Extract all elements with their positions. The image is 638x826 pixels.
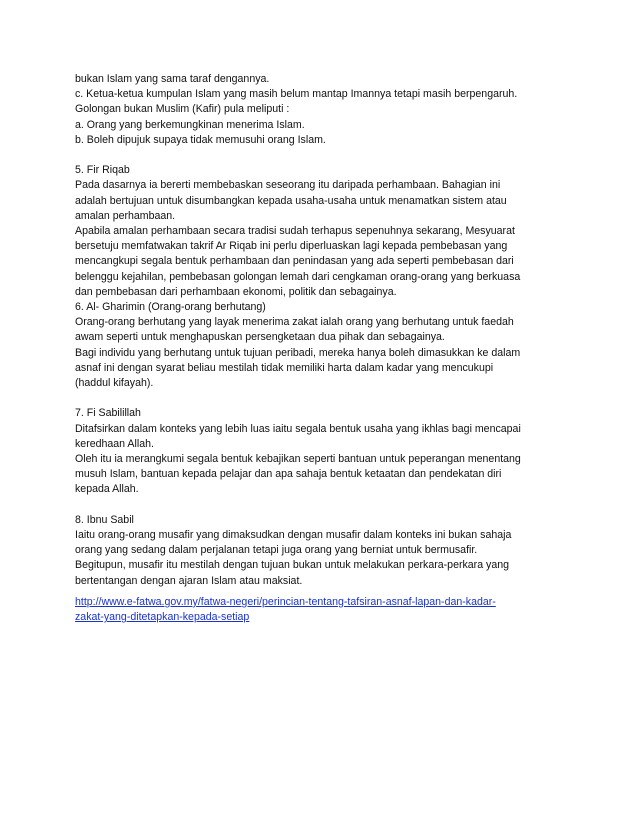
paragraph-gap bbox=[75, 148, 570, 163]
text-line: adalah bertujuan untuk disumbangkan kepada usaha-usaha untuk menamatkan sistem atau bbox=[75, 194, 507, 207]
section-heading: 5. Fir Riqab bbox=[75, 164, 130, 177]
text-line: mencangkupi segala bentuk perhambaan dan penindasan yang ada seperti pembebasan dari bbox=[75, 255, 514, 268]
text-line: Bagi individu yang berhutang untuk tujuan peribadi, mereka hanya boleh dimasukkan ke dalam bbox=[75, 346, 521, 359]
text-line: bertentangan dengan ajaran Islam atau maksiat. bbox=[75, 574, 303, 587]
text-line: bukan Islam yang sama taraf dengannya. bbox=[75, 73, 270, 85]
source-link-line[interactable]: http://www.e-fatwa.gov.my/fatwa-negeri/perincian-tentang-tafsiran-asnaf-lapan-dan-kadar- bbox=[75, 595, 496, 608]
section-al-gharimin bbox=[75, 300, 570, 391]
text-line: bersetuju memfatwakan takrif Ar Riqab ini perlu diperluaskan lagi kepada pembebasan yang bbox=[75, 240, 508, 253]
section-heading: 6. Al- Gharimin (Orang-orang berhutang) bbox=[75, 301, 266, 314]
text-line: asnaf ini dengan syarat beliau mestilah tidak memiliki harta dalam kadar yang mencukupi bbox=[75, 361, 494, 374]
text-line: Begitupun, musafir itu mestilah dengan tujuan bukan untuk melakukan perkara-perkara yang bbox=[75, 559, 510, 572]
document-page bbox=[75, 72, 570, 625]
text-line: Ditafsirkan dalam konteks yang lebih luas iaitu segala bentuk usaha yang ikhlas bagi mencapai bbox=[75, 422, 521, 435]
text-line: keredhaan Allah. bbox=[75, 437, 154, 450]
text-line: Iaitu orang-orang musafir yang dimaksudkan dengan musafir dalam konteks ini bukan sahaja bbox=[75, 529, 512, 542]
text-line: Orang-orang berhutang yang layak menerima zakat ialah orang yang berhutang untuk faedah bbox=[75, 316, 514, 329]
text-line: c. Ketua-ketua kumpulan Islam yang masih belum mantap Imannya tetapi masih berpengaruh. bbox=[75, 88, 518, 101]
text-line: Oleh itu ia merangkumi segala bentuk kebajikan seperti bantuan untuk peperangan menentang bbox=[75, 453, 521, 466]
section-heading: 7. Fi Sabilillah bbox=[75, 407, 141, 420]
text-line: belenggu kejahilan, pembebasan golongan lemah dari cengkaman orang-orang yang berkuasa bbox=[75, 270, 521, 283]
text-line: (haddul kifayah). bbox=[75, 377, 154, 390]
text-line: Golongan bukan Muslim (Kafir) pula meliputi : bbox=[75, 103, 290, 116]
text-line: awam seperti untuk menghapuskan persengketaan dua pihak dan sebagainya. bbox=[75, 331, 445, 344]
text-line: Apabila amalan perhambaan secara tradisi sudah terhapus sepenuhnya sekarang, Mesyuarat bbox=[75, 225, 515, 238]
source-link-line[interactable]: zakat-yang-ditetapkan-kepada-setiap bbox=[75, 611, 250, 624]
source-link[interactable] bbox=[75, 595, 570, 625]
text-line: musuh Islam, bantuan kepada pelajar dan apa sahaja bentuk ketaatan dan pendekatan diri bbox=[75, 468, 502, 481]
text-line: kepada Allah. bbox=[75, 483, 139, 496]
intro-block bbox=[75, 72, 570, 148]
section-heading: 8. Ibnu Sabil bbox=[75, 513, 134, 526]
text-line: b. Boleh dipujuk supaya tidak memusuhi orang Islam. bbox=[75, 133, 326, 146]
section-ibnu-sabil bbox=[75, 513, 570, 589]
paragraph-gap bbox=[75, 391, 570, 406]
text-line: orang yang sedang dalam perjalanan tetapi juga orang yang berniat untuk bermusafir. bbox=[75, 544, 478, 557]
text-line: amalan perhambaan. bbox=[75, 209, 176, 222]
text-line: dan pembebasan dari perhambaan ekonomi, politik dan sebagainya. bbox=[75, 285, 397, 298]
paragraph-gap bbox=[75, 498, 570, 513]
section-fi-sabilillah bbox=[75, 406, 570, 497]
text-line: Pada dasarnya ia bererti membebaskan seseorang itu daripada perhambaan. Bahagian ini bbox=[75, 179, 501, 192]
text-line: a. Orang yang berkemungkinan menerima Islam. bbox=[75, 118, 305, 131]
section-fir-riqab bbox=[75, 163, 570, 300]
